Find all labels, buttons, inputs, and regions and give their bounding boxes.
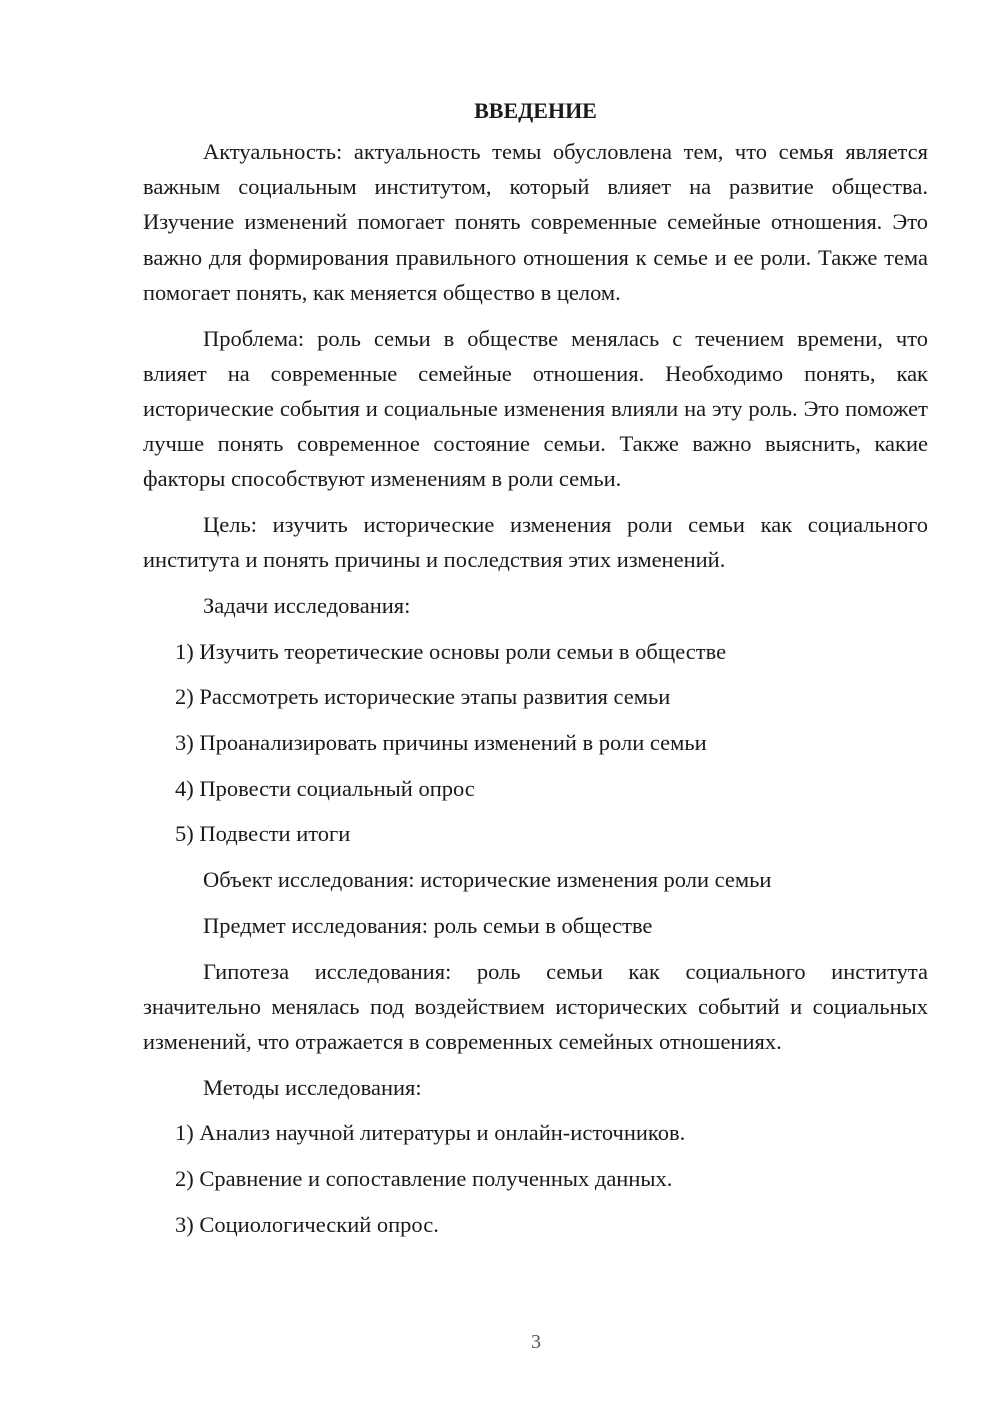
section-heading: ВВЕДЕНИЕ bbox=[474, 98, 597, 123]
page-content bbox=[143, 96, 928, 1252]
research-subject: Предмет исследования: роль семьи в обществе bbox=[203, 912, 653, 938]
methods-title: Методы исследования: bbox=[203, 1074, 422, 1100]
task-item: 5) Подвести итоги bbox=[175, 821, 351, 847]
page-number: 3 bbox=[531, 1331, 541, 1353]
method-item: 1) Анализ научной литературы и онлайн-источников. bbox=[175, 1120, 686, 1146]
method-item: 2) Сравнение и сопоставление полученных данных. bbox=[175, 1166, 673, 1192]
research-object: Объект исследования: исторические изменения роли семьи bbox=[203, 867, 772, 893]
problem-paragraph: Проблема: роль семьи в обществе менялась с течением времени, что влияет на современные семейные отношения. Необходимо понять, как исторические события и социальные изменения влияли на эту роль. Это поможет лучше понять современное состояние семьи. Также важно выяснить, какие факторы способствуют изменениям в роли семьи. bbox=[143, 325, 928, 492]
task-item: 1) Изучить теоретические основы роли семьи в обществе bbox=[175, 638, 727, 664]
method-item: 3) Социологический опрос. bbox=[175, 1211, 439, 1237]
task-item: 4) Провести социальный опрос bbox=[175, 775, 475, 801]
task-item: 2) Рассмотреть исторические этапы развития семьи bbox=[175, 684, 671, 710]
task-item: 3) Проанализировать причины изменений в роли семьи bbox=[175, 730, 707, 756]
goal-paragraph: Цель: изучить исторические изменения роли семьи как социального института и понять причины и последствия этих изменений. bbox=[143, 512, 928, 573]
relevance-paragraph: Актуальность: актуальность темы обусловлена тем, что семья является важным социальным институтом, который влияет на развитие общества. Изучение изменений помогает понять современные семейные отношения. Это важно для формирования правильного отношения к семье и ее роли. Также тема помогает понять, как меняется общество в целом. bbox=[143, 139, 928, 305]
tasks-title: Задачи исследования: bbox=[203, 592, 411, 618]
hypothesis-paragraph: Гипотеза исследования: роль семьи как социального института значительно менялась под воздействием исторических событий и социальных изменений, что отражается в современных семейных отношениях. bbox=[143, 958, 928, 1054]
